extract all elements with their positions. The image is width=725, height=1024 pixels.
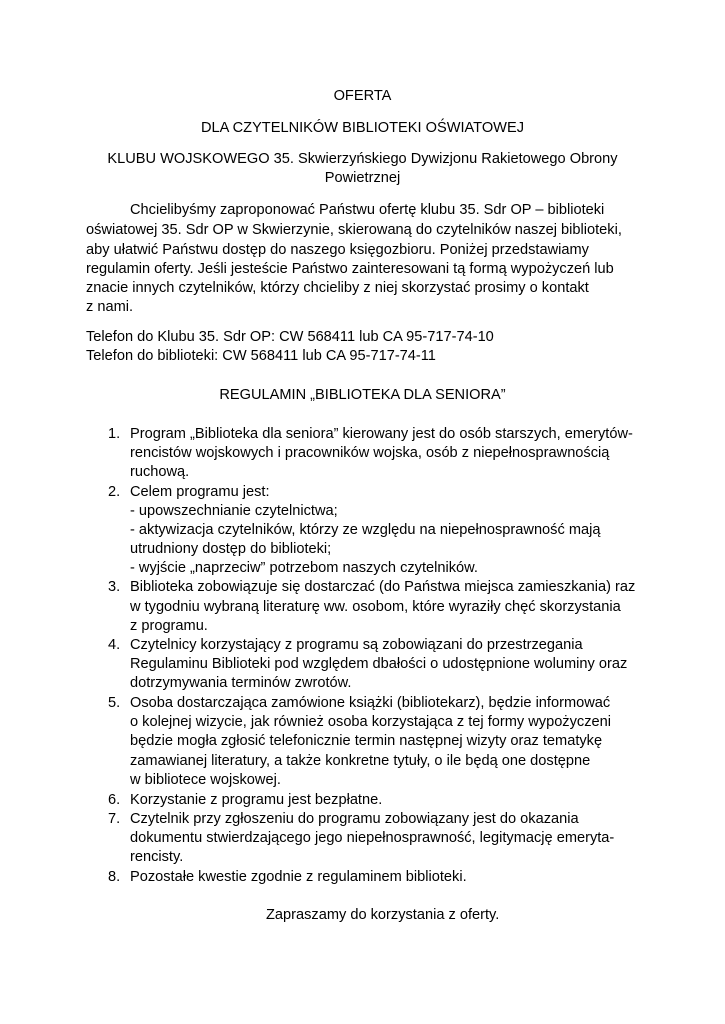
list-item: Pozostałe kwestie zgodnie z regulaminem biblioteki.	[130, 869, 467, 885]
list-item: - upowszechnianie czytelnictwa;	[130, 503, 338, 519]
item-number: 2.	[108, 484, 121, 500]
list-item: Czytelnicy korzystający z programu są zobowiązani do przestrzegania	[130, 637, 583, 653]
list-item: Czytelnik przy zgłoszeniu do programu zobowiązany jest do okazania	[130, 811, 579, 827]
list-item: rencisty.	[130, 849, 184, 865]
list-item: rencistów wojskowych i pracowników wojska, osób z niepełnosprawnością	[130, 445, 610, 461]
list-item: Osoba dostarczająca zamówione książki (bibliotekarz), będzie informować	[130, 695, 611, 711]
closing-text: Zapraszamy do korzystania z oferty.	[266, 907, 500, 923]
item-number: 6.	[108, 792, 121, 808]
list-item: Biblioteka zobowiązuje się dostarczać (do Państwa miejsca zamieszkania) raz	[130, 579, 636, 595]
club-name-line-1: KLUBU WOJSKOWEGO 35. Skwierzyńskiego Dywizjonu Rakietowego Obrony	[107, 151, 618, 167]
list-item: Program „Biblioteka dla seniora” kierowany jest do osób starszych, emerytów-	[130, 426, 633, 442]
club-phone: Telefon do Klubu 35. Sdr OP: CW 568411 lub CA 95-717-74-10	[86, 329, 494, 345]
item-number: 1.	[108, 426, 121, 442]
doc-title: OFERTA	[333, 88, 392, 104]
intro-line: z nami.	[86, 299, 134, 315]
list-item: zamawianej literatury, a także konkretne tytuły, o ile będą one dostępne	[130, 753, 591, 769]
list-item: w tygodniu wybraną literaturę ww. osobom, które wyraziły chęć skorzystania	[130, 599, 621, 615]
intro-line: Chcielibyśmy zaproponować Państwu ofertę klubu 35. Sdr OP – biblioteki	[130, 202, 605, 218]
list-item: Regulaminu Biblioteki pod względem dbałości o udostępnione woluminy oraz	[130, 656, 628, 672]
doc-subtitle: DLA CZYTELNIKÓW BIBLIOTEKI OŚWIATOWEJ	[200, 120, 524, 136]
list-item: Celem programu jest:	[130, 484, 270, 500]
item-number: 8.	[108, 869, 121, 885]
library-phone: Telefon do biblioteki: CW 568411 lub CA 95-717-74-11	[86, 348, 436, 364]
list-item: w bibliotece wojskowej.	[130, 772, 281, 788]
list-item: ruchową.	[130, 464, 190, 480]
intro-line: oświatowej 35. Sdr OP w Skwierzynie, skierowaną do czytelników naszej biblioteki,	[86, 222, 622, 238]
list-item: Korzystanie z programu jest bezpłatne.	[130, 792, 383, 808]
list-item: - wyjście „naprzeciw” potrzebom naszych czytelników.	[130, 560, 478, 576]
list-item: będzie mogła zgłosić telefonicznie termin następnej wizyty oraz tematykę	[130, 733, 603, 749]
list-item: z programu.	[130, 618, 208, 634]
item-number: 3.	[108, 579, 121, 595]
list-item: dotrzymywania terminów zwrotów.	[130, 675, 352, 691]
club-name-line-2: Powietrznej	[324, 170, 401, 186]
item-number: 5.	[108, 695, 121, 711]
list-item: - aktywizacja czytelników, którzy ze względu na niepełnosprawność mają	[130, 522, 601, 538]
intro-line: znacie innych czytelników, którzy chcieliby z niej skorzystać prosimy o kontakt	[86, 280, 589, 296]
regulations-title: REGULAMIN „BIBLIOTEKA DLA SENIORA”	[219, 387, 506, 403]
list-item: o kolejnej wizycie, jak również osoba korzystająca z tej formy wypożyczeni	[130, 714, 611, 730]
intro-line: regulamin oferty. Jeśli jesteście Państwo zainteresowani tą formą wypożyczeń lub	[86, 261, 614, 277]
list-item: utrudniony dostęp do biblioteki;	[130, 541, 332, 557]
item-number: 7.	[108, 811, 121, 827]
item-number: 4.	[108, 637, 121, 653]
intro-line: aby ułatwić Państwu dostęp do naszego księgozbioru. Poniżej przedstawiamy	[86, 242, 589, 258]
list-item: dokumentu stwierdzającego jego niepełnosprawność, legitymację emeryta-	[130, 830, 615, 846]
